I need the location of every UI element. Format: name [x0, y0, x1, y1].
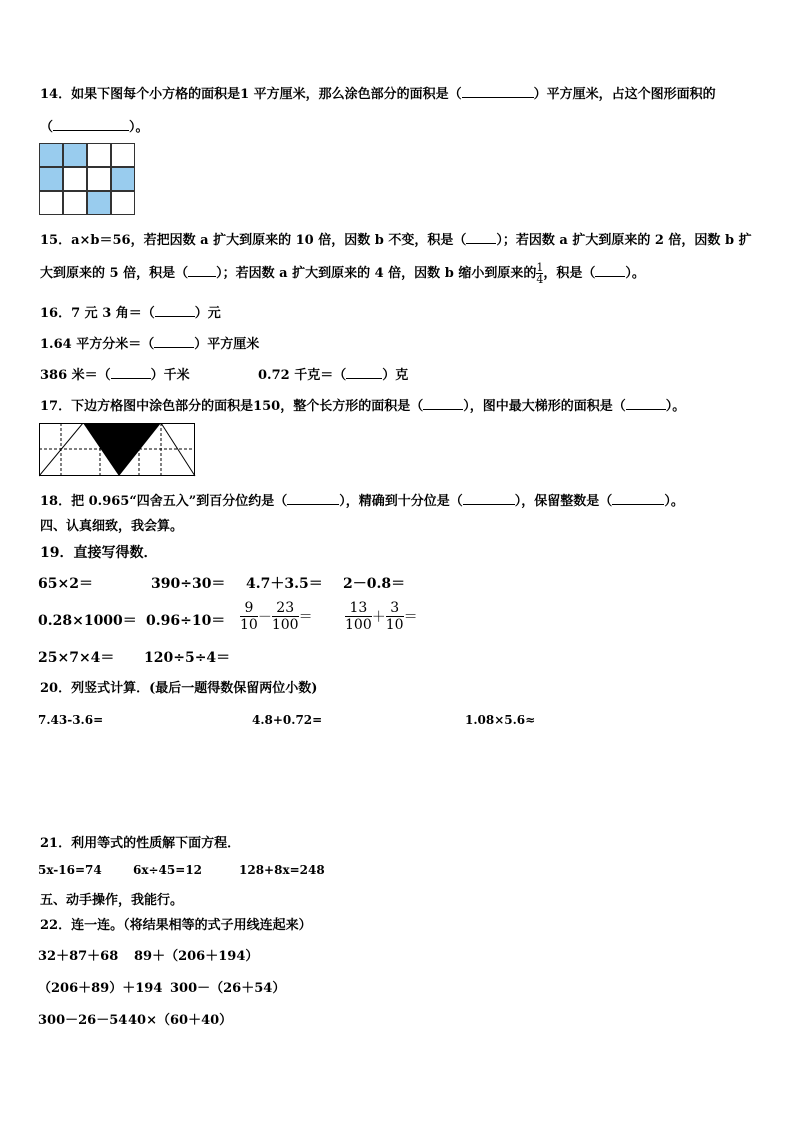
answer-blank[interactable]: [626, 397, 666, 410]
q19-item: 25×7×4＝: [38, 650, 115, 666]
q22-item: 32＋87＋68: [38, 949, 119, 964]
grid-cell: [64, 168, 87, 191]
q22-item: （206＋89）＋194: [38, 981, 163, 996]
q16-line-a: 16．7 元 3 角＝（ ）元: [40, 306, 221, 321]
q15-line1: 15．a×b＝56，若把因数 a 扩大到原来的 10 倍，因数 b 不变，积是（ ）；若因数 a 扩大到原来的 2 倍，因数 b 扩: [40, 233, 752, 248]
q19-item: 120÷5÷4＝: [144, 650, 231, 666]
q19-fraction-expr-2: $\frac{13}{100}$ ＋ $\frac{3}{10}$ ＝: [345, 600, 418, 633]
q20-item: 1.08×5.6≈: [465, 713, 536, 727]
q16-line-c: 386 米＝（ ）千米: [40, 368, 190, 383]
fraction-one-quarter: $\frac{1}{4}$: [536, 261, 544, 286]
answer-blank[interactable]: [462, 85, 534, 98]
q19-item: 390÷30＝: [151, 576, 226, 592]
q20-item: 7.43-3.6=: [38, 713, 104, 727]
answer-blank[interactable]: [463, 492, 515, 505]
q17-rectangle-figure: [39, 423, 197, 477]
q19-title: 19．直接写得数．: [40, 545, 158, 561]
answer-blank[interactable]: [423, 397, 463, 410]
q22-item: 89＋（206＋194）: [134, 949, 259, 964]
section-5-heading: 五、动手操作，我能行。: [40, 893, 184, 908]
q17-line: 17．下边方格图中涂色部分的面积是150，整个长方形的面积是（ ），图中最大梯形的面积是（ ）。: [40, 399, 686, 414]
answer-blank[interactable]: [595, 264, 625, 277]
q14-line1: 14．如果下图每个小方格的面积是1 平方厘米，那么涂色部分的面积是（ ）平方厘米，占这个图形面积的: [40, 87, 716, 102]
q22-item: 300－（26＋54）: [170, 981, 286, 996]
q19-item: 0.28×1000＝: [38, 613, 137, 629]
answer-blank[interactable]: [188, 264, 216, 277]
section-4-heading: 四、认真细致，我会算。: [40, 519, 184, 534]
q21-item: 6x÷45=12: [133, 863, 203, 877]
answer-blank[interactable]: [287, 492, 339, 505]
q22-item: 300－26－54: [38, 1013, 128, 1028]
q15-line2: 大到原来的 5 倍，积是（ ）；若因数 a 扩大到原来的 4 倍，因数 b 缩小到原来的 $\frac{1}{4}$ ，积是（ ）。: [40, 261, 645, 286]
q19-fraction-expr-1: $\frac{9}{10}$ － $\frac{23}{100}$ ＝: [240, 600, 313, 633]
q19-item: 2－0.8＝: [343, 576, 406, 592]
grid-cell: [88, 144, 111, 167]
grid-cell: [40, 192, 63, 215]
q16-line-d: 0.72 千克＝（ ）克: [258, 368, 409, 383]
answer-blank[interactable]: [346, 366, 382, 379]
answer-blank[interactable]: [612, 492, 664, 505]
grid-cell-shaded: [112, 168, 135, 191]
q22-title: 22．连一连。（将结果相等的式子用线连起来）: [40, 918, 312, 933]
answer-blank[interactable]: [53, 118, 129, 131]
grid-cell-shaded: [88, 192, 111, 215]
grid-cell-shaded: [40, 144, 63, 167]
q19-item: 65×2＝: [38, 576, 93, 592]
answer-blank[interactable]: [155, 304, 195, 317]
q21-item: 128+8x=248: [239, 863, 325, 877]
q19-item: 4.7＋3.5＝: [246, 576, 323, 592]
answer-blank[interactable]: [466, 231, 496, 244]
q20-title: 20．列竖式计算．(最后一题得数保留两位小数): [40, 681, 318, 696]
answer-blank[interactable]: [154, 335, 194, 348]
grid-cell: [112, 144, 135, 167]
q18-line: 18．把 0.965“四舍五入”到百分位约是（ ），精确到十分位是（ ），保留整数是（ ）。: [40, 494, 684, 509]
q14-grid-figure: [39, 143, 135, 215]
grid-cell: [112, 192, 135, 215]
q21-title: 21．利用等式的性质解下面方程．: [40, 836, 241, 851]
grid-cell-shaded: [64, 144, 87, 167]
q22-item: 40×（60＋40）: [128, 1013, 233, 1028]
q19-item: 0.96÷10＝: [146, 613, 226, 629]
grid-cell: [64, 192, 87, 215]
grid-cell-shaded: [40, 168, 63, 191]
q21-item: 5x-16=74: [38, 863, 102, 877]
q16-line-b: 1.64 平方分米＝（ ）平方厘米: [40, 337, 260, 352]
q14-line2: （ ）。: [40, 120, 149, 135]
grid-cell: [88, 168, 111, 191]
answer-blank[interactable]: [111, 366, 151, 379]
q20-item: 4.8+0.72=: [252, 713, 323, 727]
